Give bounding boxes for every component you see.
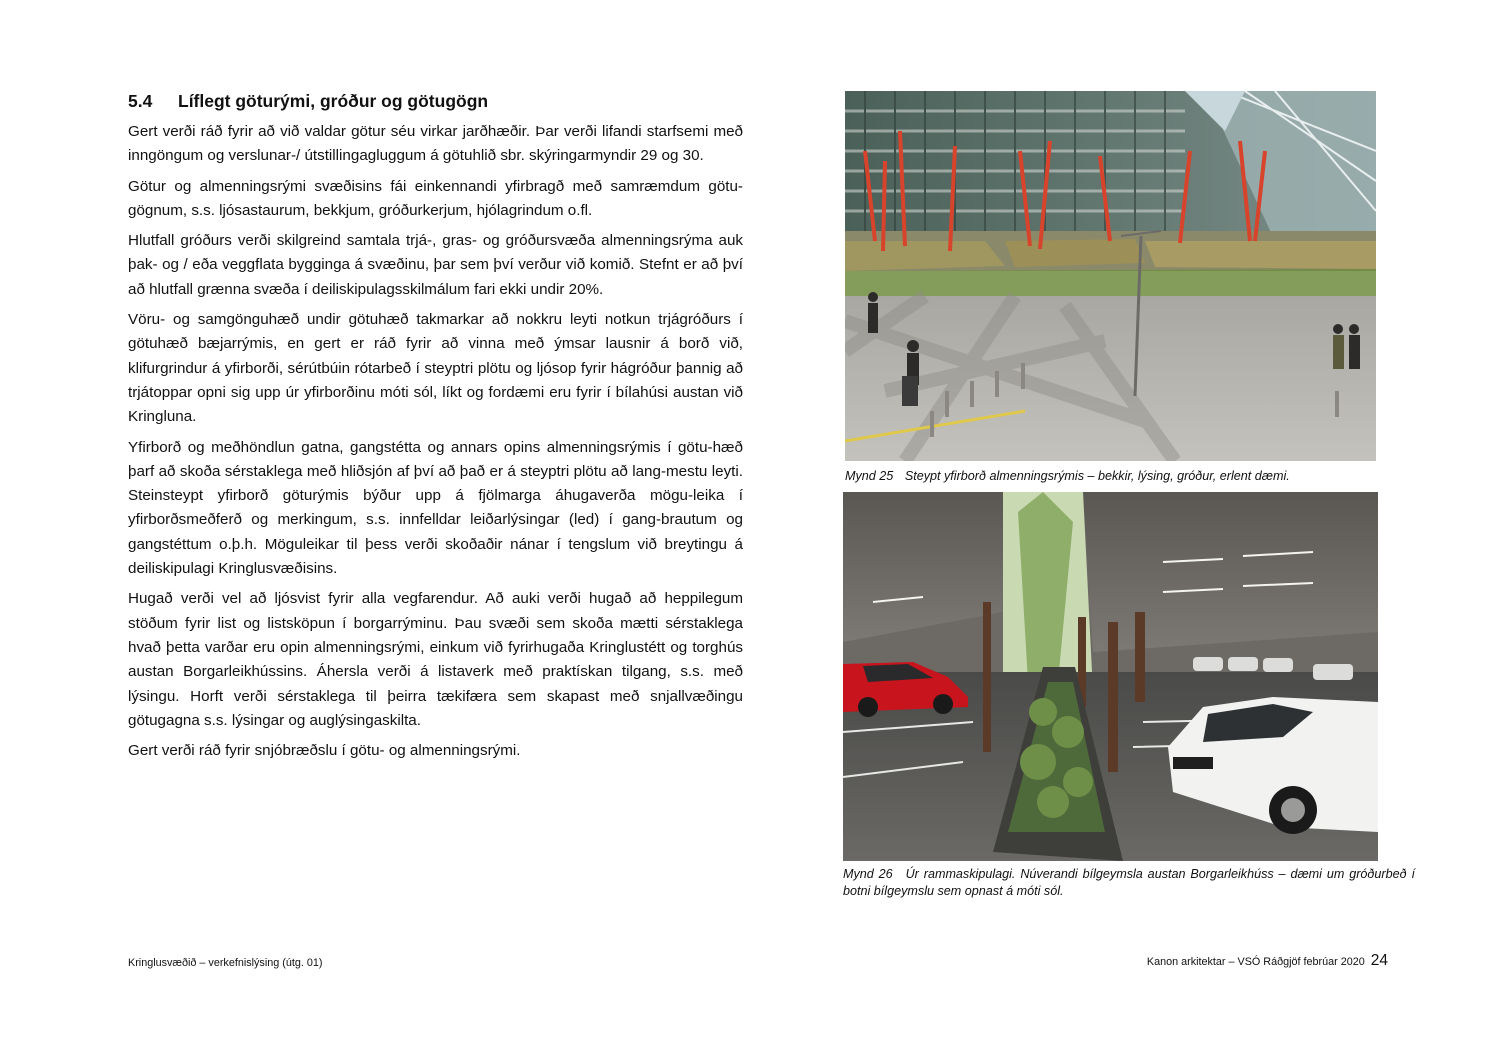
paragraph: Gert verði ráð fyrir að við valdar götur séu virkar jarðhæðir. Þar verði lifandi starfsemi með inngöngum og verslunar-/ útstillingagluggum á götuhlið sbr. skýringarmyndir 29 og 30. bbox=[128, 123, 743, 165]
paragraph: Yfirborð og meðhöndlun gatna, gangstétta og annars opins almenningsrýmis í götu-hæð þarf að skoða sérstaklega með hliðsjón af því að það er á steyptri plötu að lang-mestu leyti. Steinsteypt yfirborð göturýmis býður upp á fjölmarga áhugaverða mögu-leika í yfirborðsmeðferð og merkingum, s.s. innfelldar leiðarlýsingar (led) í gang-brautum og gangstéttum o.þ.h. Möguleikar til þess verði skoðaðir nánar í tengslum við breytingu á deiliskipulagi Kringlusvæðisins. bbox=[128, 438, 743, 578]
footer-right bbox=[1147, 952, 1388, 970]
paragraph: Hlutfall gróðurs verði skilgreind samtala trjá-, gras- og gróðursvæða almenningsrýma auk þak- og / eða veggflata bygginga á svæðinu, þar sem því verður við komið. Stefnt er að því að hlutfall grænna svæða í deiliskipulagsskilmálum fari ekki undir 20%. bbox=[128, 232, 743, 298]
plaza-photo-illustration bbox=[845, 91, 1376, 461]
figure-caption-text: Úr rammaskipulagi. Núverandi bílgeymsla austan Borgarleikhúss – dæmi um gróðurbeð í botni bílgeymslu sem opnast á móti sól. bbox=[843, 867, 1415, 898]
footer-document-title: Kringlusvæðið – verkefnislýsing (útg. 01) bbox=[128, 957, 323, 969]
figure-label: Mynd 25 bbox=[845, 469, 894, 483]
section-number: 5.4 bbox=[128, 91, 153, 111]
figure-25-caption bbox=[845, 468, 1385, 485]
section-heading bbox=[128, 88, 743, 114]
paragraph: Gert verði ráð fyrir snjóbræðslu í götu- og almenningsrými. bbox=[128, 742, 521, 760]
section-title: Líflegt göturými, gróður og götugögn bbox=[178, 91, 489, 111]
figure-label: Mynd 26 bbox=[843, 867, 893, 881]
garage-photo-illustration bbox=[843, 492, 1378, 861]
figure-26-caption bbox=[843, 866, 1415, 900]
figure-26-garage-photo bbox=[843, 492, 1378, 861]
paragraph: Hugað verði vel að ljósvist fyrir alla vegfarendur. Að auki verði hugað að heppilegum stöðum fyrir list og listsköpun í borgarrýminu. Þau svæði sem skoða mætti sérstaklega hvað þetta varðar eru opin almenningsrými, einkum við fyrirhugaða Kringlustétt og torghús austan Borgarleikhússins. Áhersla verði á listaverk með praktískan tilgang, s.s. með lýsingu. Horft verði sérstaklega til þeirra tækifæra sem skapast með snjallvæðingu götugagna s.s. lýsingar og auglýsingaskilta. bbox=[128, 590, 743, 729]
footer-authors: Kanon arkitektar – VSÓ Ráðgjöf febrúar 2020 bbox=[1146, 956, 1365, 968]
body-column bbox=[128, 88, 743, 769]
figure-25-plaza-photo bbox=[845, 91, 1376, 461]
page-number: 24 bbox=[1370, 952, 1388, 969]
paragraph: Götur og almenningsrými svæðisins fái einkennandi yfirbragð með samræmdum götu-gögnum, s.s. ljósastaurum, bekkjum, gróðurkerjum, hjólagrindum o.fl. bbox=[128, 177, 743, 219]
figure-caption-text: Steypt yfirborð almenningsrýmis – bekkir, lýsing, gróður, erlent dæmi. bbox=[904, 469, 1290, 483]
paragraph: Vöru- og samgönguhæð undir götuhæð takmarkar að nokkru leyti notkun trjágróðurs í götuhæð bæjarrýmis, en gert er ráð fyrir að vinna með ýmsar lausnir á borð við, klifurgrindur á yfirborði, sérútbúin rótarbeð í steyptri plötu og ljósop fyrir hágróður þannig að trjátoppar opni sig upp úr yfirborðinu móti sól, líkt og fordæmi eru fyrir í bílahúsi austan við Kringluna. bbox=[128, 311, 743, 426]
